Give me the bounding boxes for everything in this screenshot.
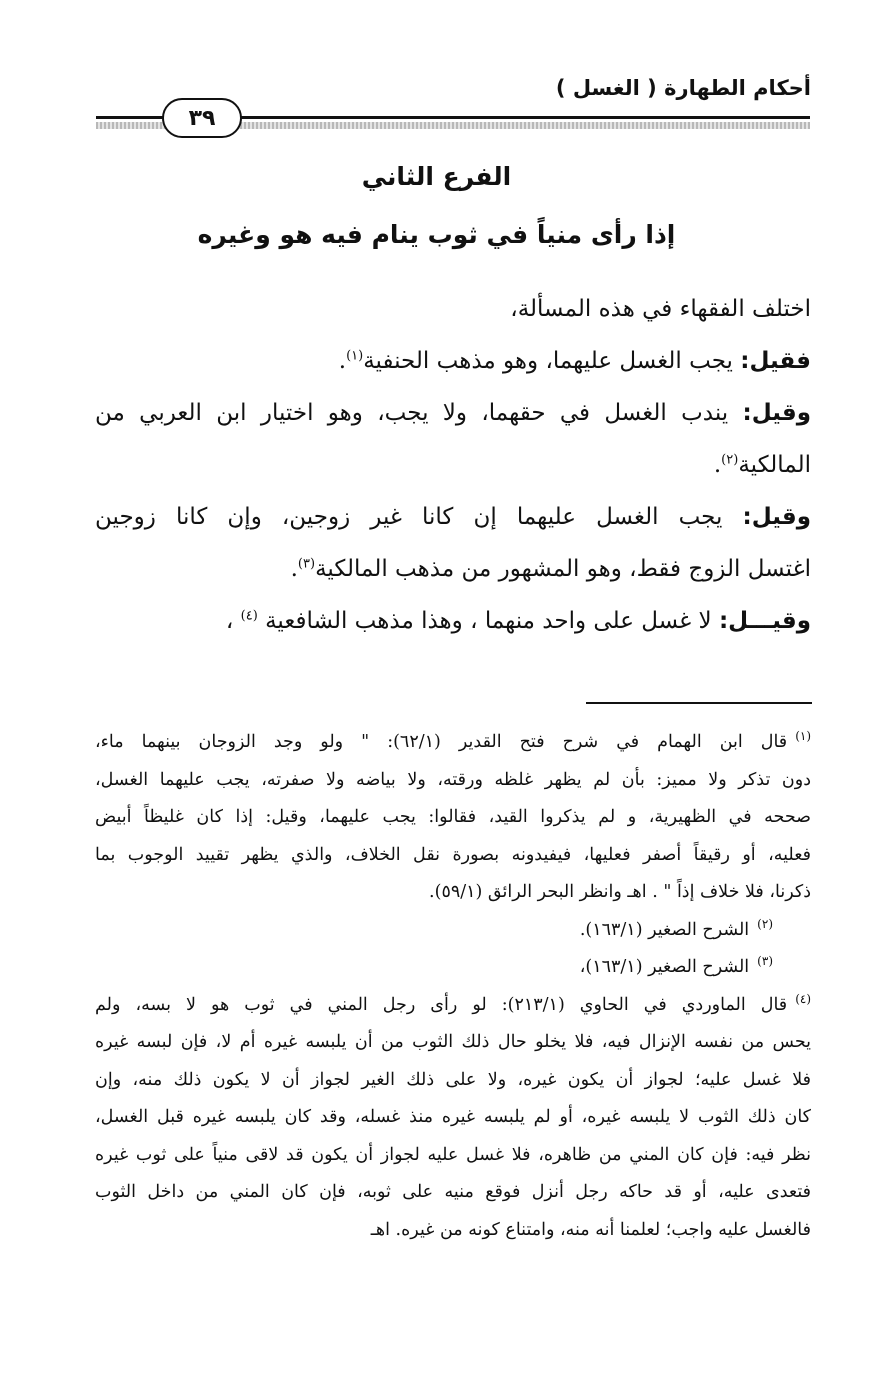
footnote-ref-2[interactable]: (٢): [721, 452, 739, 468]
page-number-text: ٣٩: [188, 105, 216, 131]
opinion-3-term: وقيل:: [742, 504, 811, 530]
footnote-4-line-3: فلا غسل عليه؛ لجواز أن يكون غيره، ولا على ذلك الغير لجواز أن لا يكون ذلك منه، وإن: [95, 1069, 811, 1090]
footnote-separator: [586, 702, 812, 704]
opinion-1-end: .: [338, 348, 347, 374]
opinion-4-term: وقيـــل:: [718, 608, 811, 634]
footnote-4-line-5: نظر فيه: فإن كان المني من ظاهره، فلا غسل عليه لجواز أن يكون قد لاقى منياً على ثوب غيره: [95, 1144, 811, 1165]
opinion-3-text-cont: اغتسل الزوج فقط، وهو المشهور من مذهب المالكية: [315, 556, 811, 582]
footnote-1-line-4: فعليه، أو رقيقاً أصفر فعليها، فيفيدونه بصورة نقل الخلاف، والذي يظهر تقييد الوجوب بما: [95, 844, 811, 865]
footnote-2-text: الشرح الصغير (١٦٣/١).: [579, 919, 750, 940]
opinion-4-text: لا غسل على واحد منهما ، وهذا مذهب الشافعية: [257, 608, 719, 634]
footnote-4-line-4: كان ذلك الثوب لا يلبسه غيره، أو لم يلبسه غيره منذ غسله، وقد كان يلبسه غيره قبل الغسل،: [95, 1107, 811, 1127]
footnote-ref-1[interactable]: (١): [346, 348, 364, 364]
opinion-2-line-1: [95, 387, 811, 439]
opinion-3-text: يجب الغسل عليهما إن كانا غير زوجين، وإن كانا زوجين: [95, 504, 743, 530]
footnote-2-line-1: [95, 912, 811, 950]
opinion-1-term: فقيل:: [740, 348, 811, 374]
footnote-4-marker: (٤): [795, 991, 812, 1006]
footnote-4-line-7: فالغسل عليه واجب؛ لعلمنا أنه منه، وامتناع كونه من غيره. اهـ: [370, 1219, 811, 1240]
footnote-1-line-2: دون تذكر ولا مميز: بأن لم يظهر غلظه ورقته، ولا بياضه ولا صفرته، يجب عليهما الغسل،: [95, 769, 811, 790]
footnote-2-marker: (٢): [757, 916, 773, 931]
footnote-ref-4[interactable]: (٤): [240, 608, 258, 624]
section-heading: الفرع الثاني: [361, 162, 512, 191]
footnote-3-text: الشرح الصغير (١٦٣/١)،: [579, 957, 750, 977]
footnote-1-marker: (١): [795, 729, 812, 744]
footnote-1-line-3: صححه في الظهيرية، و لم يذكروا القيد، فقالوا: يجب عليهما، وقيل: إذا كان غليظاً أبيض: [95, 807, 811, 827]
body-text: [95, 283, 811, 647]
footnote-3-line-1: [95, 949, 811, 987]
opinion-2-text: يندب الغسل في حقهما، ولا يجب، وهو اختيار ابن العربي من: [95, 400, 743, 426]
opinion-1: [95, 335, 811, 387]
opinion-2-text-cont: المالكية: [738, 452, 811, 478]
intro-text: اختلف الفقهاء في هذه المسألة،: [510, 296, 811, 322]
footnote-1-line-5: ذكرنا، فلا خلاف إذاً " . اهـ وانظر البحر الرائق (٥٩/١).: [429, 882, 811, 902]
header-rule-shading: [232, 122, 810, 129]
footnote-ref-3[interactable]: (٣): [297, 556, 316, 572]
intro-line: [95, 283, 811, 335]
opinion-2-term: وقيل:: [742, 400, 811, 426]
footnote-4-line-6: فتعدى عليه، أو قد حاكه رجل أنزل فوقع منيه على ثوبه، فإن كان المني من داخل الثوب: [95, 1182, 811, 1202]
opinion-2-line-2: [95, 439, 811, 491]
footnote-1-line-1: [95, 724, 811, 762]
opinion-3-end: .: [290, 556, 298, 582]
opinion-3-line-1: [95, 491, 811, 543]
opinion-1-text: يجب الغسل عليهما، وهو مذهب الحنفية: [363, 348, 741, 374]
footnotes: [95, 724, 811, 1249]
page-number: [162, 98, 242, 138]
opinion-3-line-2: [95, 543, 811, 595]
opinion-4: [95, 595, 811, 647]
footnote-1-text-1: قال ابن الهمام في شرح فتح القدير (٦٢/١): " ولو وجد الزوجان بينهما ماء،: [95, 732, 788, 752]
header-rule-shading-left: [96, 122, 166, 129]
opinion-2-end: .: [713, 452, 722, 478]
opinion-4-end: ،: [225, 608, 241, 634]
footnote-4-line-2: يحس من نفسه الإنزال فيه، فلا يخلو حال ذلك الثوب من أن يلبسه غيره أم لا، فإن لبسه غيره: [95, 1032, 811, 1052]
running-title: أحكام الطهارة ( الغسل ): [555, 76, 811, 100]
issue-title: إذا رأى منياً في ثوب ينام فيه هو وغيره: [197, 220, 676, 249]
footnote-4-line-1: [95, 987, 811, 1025]
footnote-4-text-1: قال الماوردي في الحاوي (٢١٣/١): لو رأى رجل المني في ثوب هو لا بسه، ولم: [95, 994, 788, 1015]
footnote-3-marker: (٣): [757, 954, 773, 969]
